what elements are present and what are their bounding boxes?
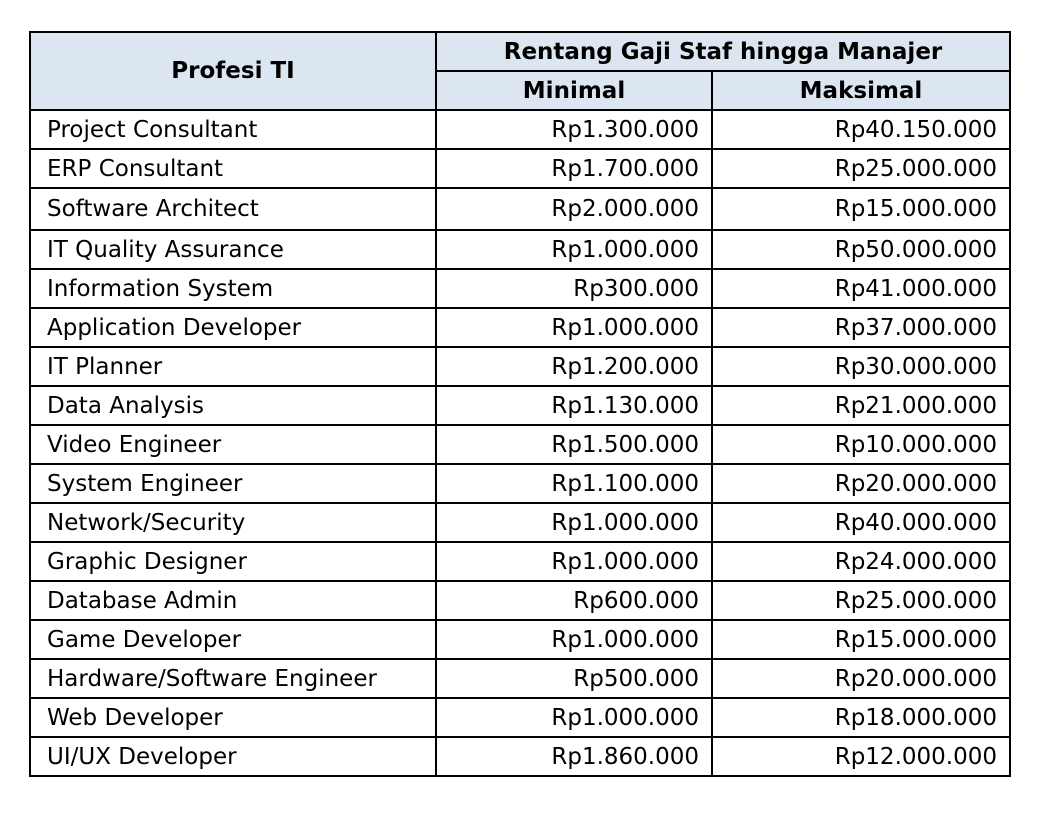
table-body — [30, 110, 1010, 776]
table-row — [30, 188, 1010, 230]
min-salary-cell: Rp1.100.000 — [436, 464, 712, 503]
max-salary-cell: Rp40.000.000 — [712, 503, 1010, 542]
profession-cell: Database Admin — [30, 581, 436, 620]
min-salary-cell: Rp600.000 — [436, 581, 712, 620]
max-salary-cell: Rp21.000.000 — [712, 386, 1010, 425]
min-salary-cell: Rp1.000.000 — [436, 620, 712, 659]
min-salary-cell: Rp1.700.000 — [436, 149, 712, 188]
table-row — [30, 347, 1010, 386]
max-salary-cell: Rp30.000.000 — [712, 347, 1010, 386]
min-salary-cell: Rp2.000.000 — [436, 188, 712, 230]
profession-cell: ERP Consultant — [30, 149, 436, 188]
min-header: Minimal — [436, 71, 712, 110]
profession-cell: UI/UX Developer — [30, 737, 436, 776]
min-salary-cell: Rp1.300.000 — [436, 110, 712, 149]
min-salary-cell: Rp1.000.000 — [436, 542, 712, 581]
table-row — [30, 110, 1010, 149]
max-salary-cell: Rp12.000.000 — [712, 737, 1010, 776]
max-salary-cell: Rp18.000.000 — [712, 698, 1010, 737]
table-header — [30, 32, 1010, 110]
min-salary-cell: Rp1.130.000 — [436, 386, 712, 425]
salary-range-header: Rentang Gaji Staf hingga Manajer — [436, 32, 1010, 71]
max-header: Maksimal — [712, 71, 1010, 110]
max-salary-cell: Rp24.000.000 — [712, 542, 1010, 581]
profession-cell: IT Quality Assurance — [30, 230, 436, 269]
table-row — [30, 737, 1010, 776]
min-salary-cell: Rp1.000.000 — [436, 230, 712, 269]
table-row — [30, 620, 1010, 659]
table-row — [30, 503, 1010, 542]
min-salary-cell: Rp300.000 — [436, 269, 712, 308]
table-row — [30, 581, 1010, 620]
profession-cell: System Engineer — [30, 464, 436, 503]
max-salary-cell: Rp15.000.000 — [712, 188, 1010, 230]
table-row — [30, 230, 1010, 269]
profession-cell: Application Developer — [30, 308, 436, 347]
table-row — [30, 386, 1010, 425]
profession-cell: Game Developer — [30, 620, 436, 659]
min-salary-cell: Rp1.000.000 — [436, 308, 712, 347]
table-row — [30, 698, 1010, 737]
min-salary-cell: Rp1.500.000 — [436, 425, 712, 464]
max-salary-cell: Rp25.000.000 — [712, 581, 1010, 620]
min-salary-cell: Rp1.860.000 — [436, 737, 712, 776]
max-salary-cell: Rp20.000.000 — [712, 464, 1010, 503]
max-salary-cell: Rp41.000.000 — [712, 269, 1010, 308]
profession-cell: Video Engineer — [30, 425, 436, 464]
max-salary-cell: Rp15.000.000 — [712, 620, 1010, 659]
table-row — [30, 464, 1010, 503]
profession-cell: Web Developer — [30, 698, 436, 737]
table-row — [30, 542, 1010, 581]
table-row — [30, 308, 1010, 347]
max-salary-cell: Rp20.000.000 — [712, 659, 1010, 698]
max-salary-cell: Rp25.000.000 — [712, 149, 1010, 188]
profession-cell: IT Planner — [30, 347, 436, 386]
min-salary-cell: Rp1.200.000 — [436, 347, 712, 386]
max-salary-cell: Rp40.150.000 — [712, 110, 1010, 149]
profession-cell: Data Analysis — [30, 386, 436, 425]
min-salary-cell: Rp1.000.000 — [436, 503, 712, 542]
table-row — [30, 149, 1010, 188]
profession-cell: Information System — [30, 269, 436, 308]
min-salary-cell: Rp1.000.000 — [436, 698, 712, 737]
table-row — [30, 269, 1010, 308]
profession-cell: Project Consultant — [30, 110, 436, 149]
max-salary-cell: Rp10.000.000 — [712, 425, 1010, 464]
profession-cell: Hardware/Software Engineer — [30, 659, 436, 698]
profession-cell: Graphic Designer — [30, 542, 436, 581]
max-salary-cell: Rp37.000.000 — [712, 308, 1010, 347]
max-salary-cell: Rp50.000.000 — [712, 230, 1010, 269]
min-salary-cell: Rp500.000 — [436, 659, 712, 698]
profession-cell: Network/Security — [30, 503, 436, 542]
table-row — [30, 659, 1010, 698]
table-row — [30, 425, 1010, 464]
profession-header: Profesi TI — [30, 32, 436, 110]
profession-cell: Software Architect — [30, 188, 436, 230]
salary-table — [29, 31, 1011, 777]
